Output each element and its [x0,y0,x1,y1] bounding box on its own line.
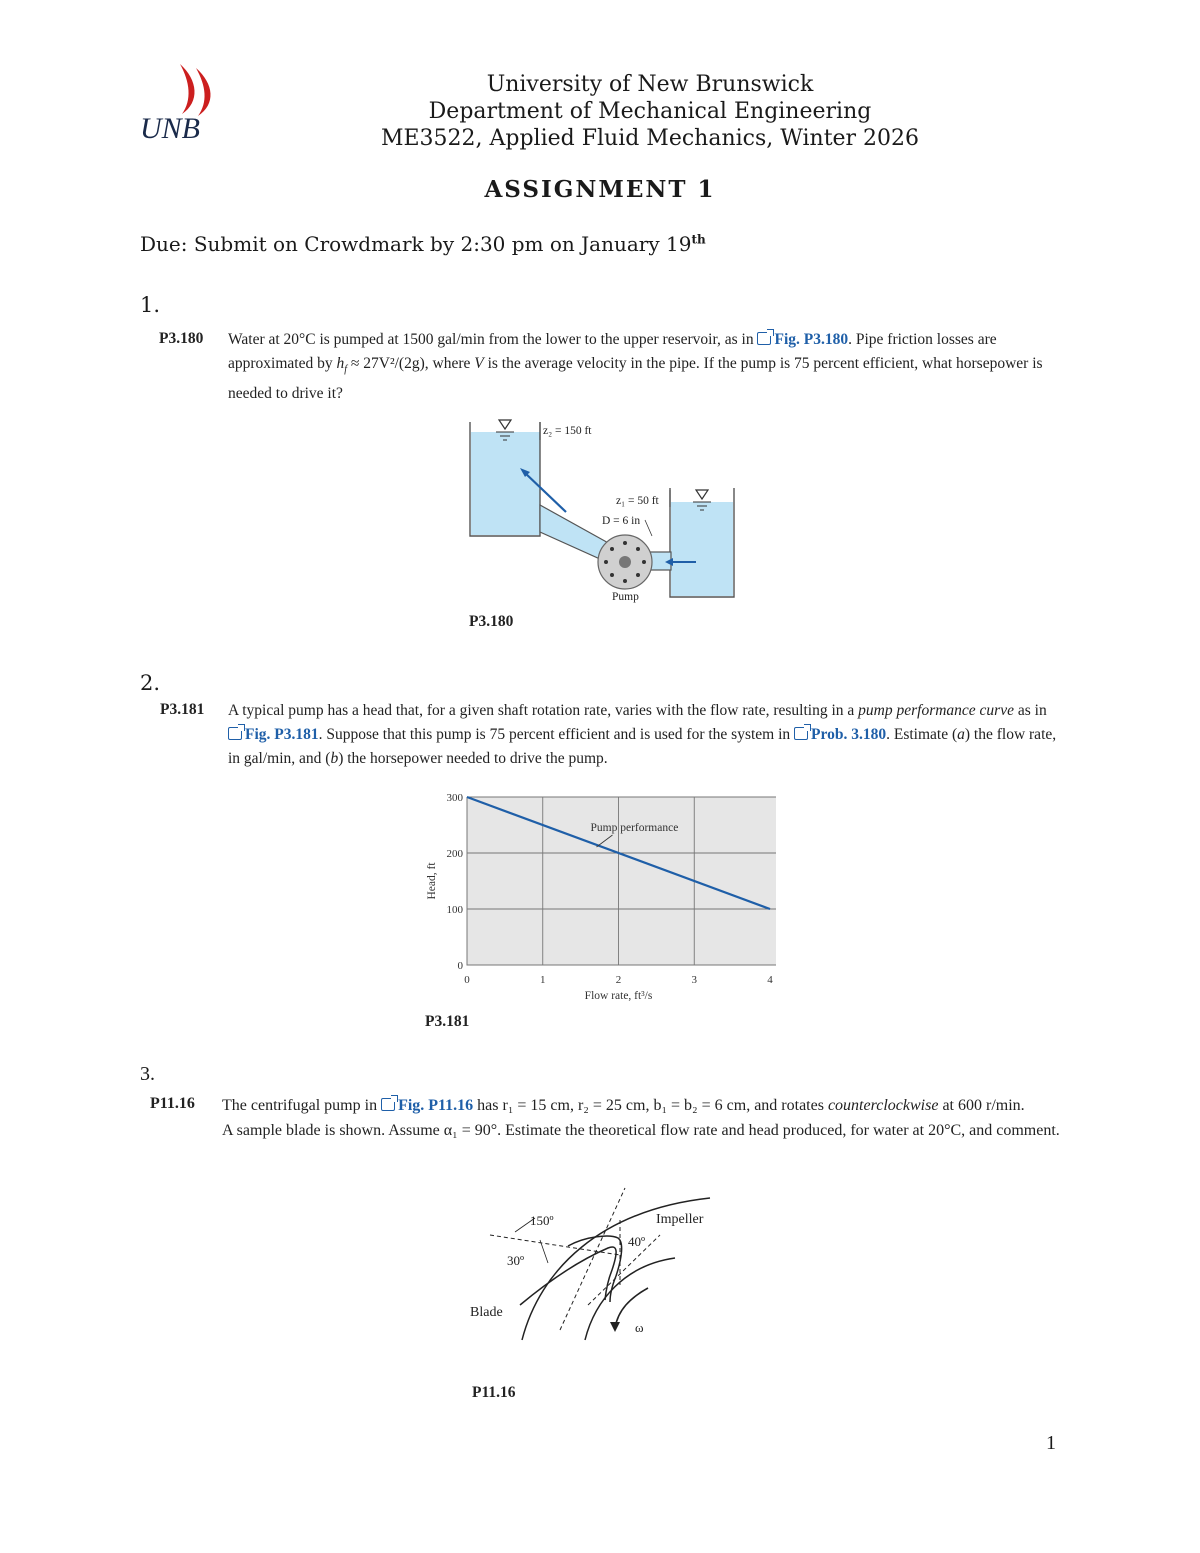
x-tick-label: 3 [691,974,697,986]
figure-p11-16 [460,1180,750,1350]
problem-1-text: Water at 20°C is pumped at 1500 gal/min from the lower to the upper reservoir, as in Fig. P3.180. Pipe friction losses are approximated by $h_f \approx 27V^2/(2g)$, where V is the average velocity in the pipe. If the pump is 75 percent efficient, what horsepower is needed to drive it? [228,331,1043,403]
series-label: Pump performance [590,822,679,834]
blade-curve [520,1247,616,1305]
y-tick-label: 300 [446,792,463,804]
z1-label: z₁ = 50 ft [616,495,659,507]
pump-hub [619,556,631,568]
problem-1-number: 1. [140,293,161,317]
angle-150-label: 150º [530,1213,554,1228]
angle-40-label: 40º [628,1234,646,1249]
figure-p3-180-caption: P3.180 [469,613,514,630]
pump-performance-chart [415,785,785,1010]
blade-label: Blade [470,1305,503,1320]
logo-text: UNB [140,112,200,145]
page-number: 1 [1046,1432,1056,1454]
due-text: Due: Submit on Crowdmark by 2:30 pm on January 19 [140,232,692,256]
y-axis-label: Head, ft [426,862,438,900]
impeller-label: Impeller [656,1212,704,1227]
y-tick-label: 200 [446,848,463,860]
upper-reservoir-water [471,432,540,535]
angle-30-label: 30º [507,1253,525,1268]
external-link-icon [757,332,771,345]
x-tick-label: 2 [615,974,622,986]
fig-p11-16-link[interactable]: Fig. P11.16 [398,1097,474,1114]
problem-2-id: P3.181 [160,701,205,718]
x-tick-label: 1 [540,974,546,986]
diameter-label: D = 6 in [602,515,641,527]
y-tick-labels [447,792,464,972]
z2-label: z₂ = 150 ft [543,425,592,437]
figure-p11-16-caption: P11.16 [472,1384,516,1401]
omega-label: ω [635,1320,644,1335]
fig-p3-180-link[interactable]: Fig. P3.180 [774,331,849,348]
x-axis-label: Flow rate, ft³/s [584,990,653,1002]
x-tick-label: 0 [464,974,470,986]
blade-curve-2 [568,1236,622,1302]
header-course: ME3522, Applied Fluid Mechanics, Winter 2026 [380,126,920,151]
problem-3-number: 3. [140,1063,155,1085]
lower-reservoir-water [671,502,733,596]
fig-p3-181-link[interactable]: Fig. P3.181 [245,726,319,743]
assignment-title: ASSIGNMENT 1 [484,176,716,203]
x-tick-label: 4 [767,974,773,986]
due-sup: th [691,232,706,247]
x-tick-labels [464,974,773,986]
unb-logo [140,62,230,152]
figure-p3-180 [460,412,750,607]
header-university: University of New Brunswick [486,72,814,97]
y-tick-label: 100 [446,904,463,916]
rotation-arrowhead [610,1322,620,1332]
due-line [140,232,706,256]
prob-3-180-link[interactable]: Prob. 3.180 [811,726,887,743]
problem-1-id: P3.180 [159,330,204,347]
problem-3-id: P11.16 [150,1095,195,1112]
external-link-icon [794,727,808,740]
problem-3-text: The centrifugal pump in Fig. P11.16 has r₁ = 15 cm, r₂ = 25 cm, b₁ = b₂ = 6 cm, and rotates counterclockwise at 600 r/min. A sample blade is shown. Assume α₁ = 90°. Estimate the theoretical flow rate and head produced, for water at 20°C, and comment. [222,1097,1060,1139]
y-tick-label: 0 [457,960,463,972]
impeller-inner-arc [585,1258,675,1340]
figure-p3-181-caption: P3.181 [425,1013,470,1030]
header-department: Department of Mechanical Engineering [428,99,872,124]
problem-2-text: A typical pump has a head that, for a given shaft rotation rate, varies with the flow rate, resulting in a pump performance curve as in Fig. P3.181. Suppose that this pump is 75 percent efficient and is used for the system in Prob. 3.180. Estimate (a) the flow rate, in gal/min, and (b) the horsepower needed to drive the pump. [228,702,1057,767]
problem-2-number: 2. [140,671,161,695]
pump-label: Pump [612,591,639,603]
external-link-icon [381,1098,395,1111]
external-link-icon [228,727,242,740]
